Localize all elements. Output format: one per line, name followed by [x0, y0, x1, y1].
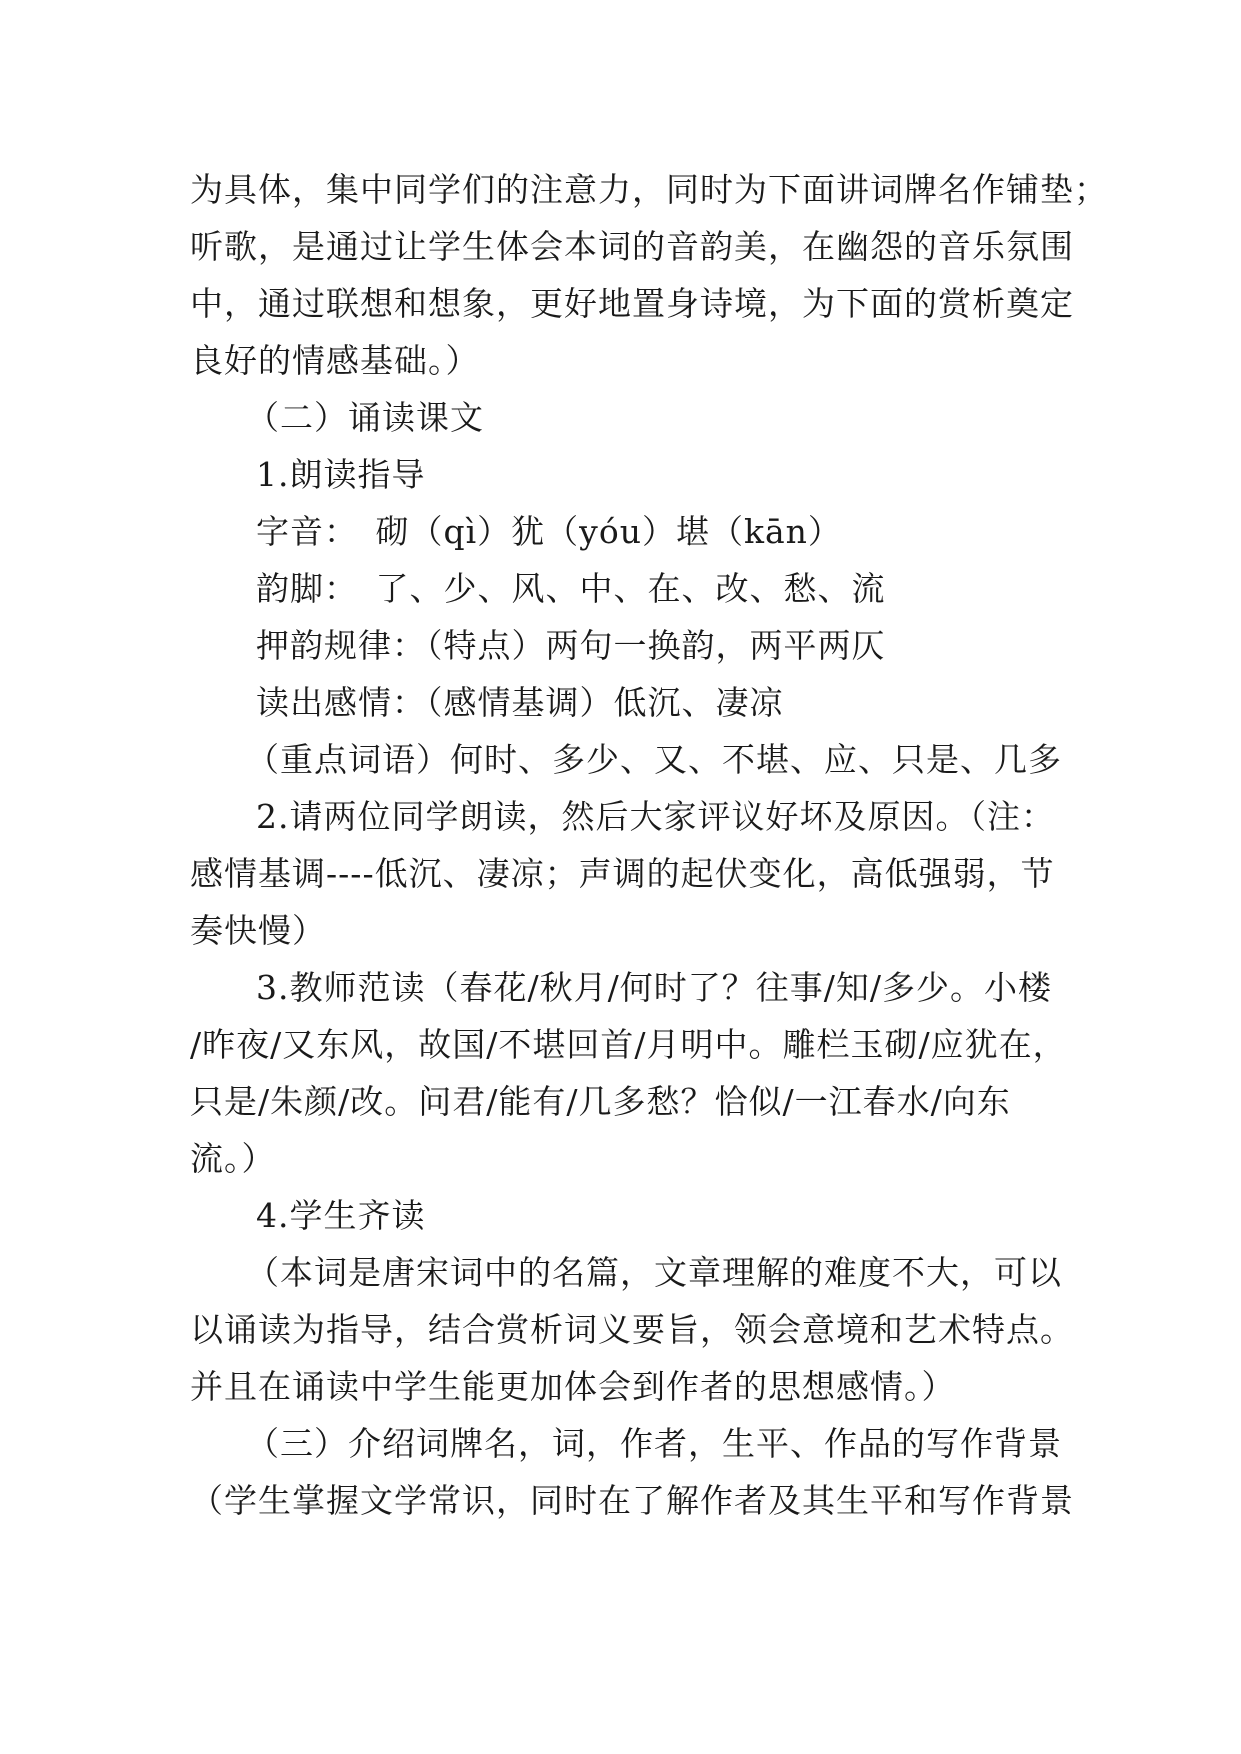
text-line: （学生掌握文学常识，同时在了解作者及其生平和写作背景	[190, 1481, 1074, 1520]
text-line: 字音： 砌（qì）犹（yóu）堪（kān）	[256, 512, 842, 551]
text-line: 为具体，集中同学们的注意力，同时为下面讲词牌名作铺垫；	[190, 170, 1108, 209]
text-line: （重点词语）何时、多少、又、不堪、应、只是、几多	[246, 740, 1062, 779]
section-heading: （三）介绍词牌名，词，作者，生平、作品的写作背景	[246, 1424, 1062, 1463]
text-line: 2.请两位同学朗读，然后大家评议好坏及原因。（注：	[256, 797, 1055, 836]
text-line: 流。）	[190, 1139, 276, 1178]
section-heading: （二）诵读课文	[246, 398, 484, 437]
text-line: 并且在诵读中学生能更加体会到作者的思想感情。）	[190, 1367, 956, 1406]
text-line: 感情基调----低沉、凄凉；声调的起伏变化，高低强弱，节	[190, 854, 1055, 893]
text-line: 押韵规律：（特点）两句一换韵，两平两仄	[256, 626, 886, 665]
text-line: 听歌，是通过让学生体会本词的音韵美，在幽怨的音乐氛围	[190, 227, 1074, 266]
text-line: 只是/朱颜/改。问君/能有/几多愁？恰似/一江春水/向东	[190, 1082, 1011, 1121]
text-line: 读出感情：（感情基调）低沉、凄凉	[256, 683, 784, 722]
text-line: 3.教师范读（春花/秋月/何时了？往事/知/多少。小楼	[256, 968, 1052, 1007]
text-line: 中，通过联想和想象，更好地置身诗境，为下面的赏析奠定	[190, 284, 1074, 323]
text-line: /昨夜/又东风，故国/不堪回首/月明中。雕栏玉砌/应犹在，	[190, 1025, 1067, 1064]
text-line: （本词是唐宋词中的名篇，文章理解的难度不大，可以	[246, 1253, 1062, 1292]
text-line: 以诵读为指导，结合赏析词义要旨，领会意境和艺术特点。	[190, 1310, 1074, 1349]
text-line: 1.朗读指导	[256, 455, 426, 494]
text-line: 韵脚： 了、少、风、中、在、改、愁、流	[256, 569, 886, 608]
text-line: 4.学生齐读	[256, 1196, 426, 1235]
text-line: 良好的情感基础。）	[190, 341, 480, 380]
text-line: 奏快慢）	[190, 911, 326, 950]
